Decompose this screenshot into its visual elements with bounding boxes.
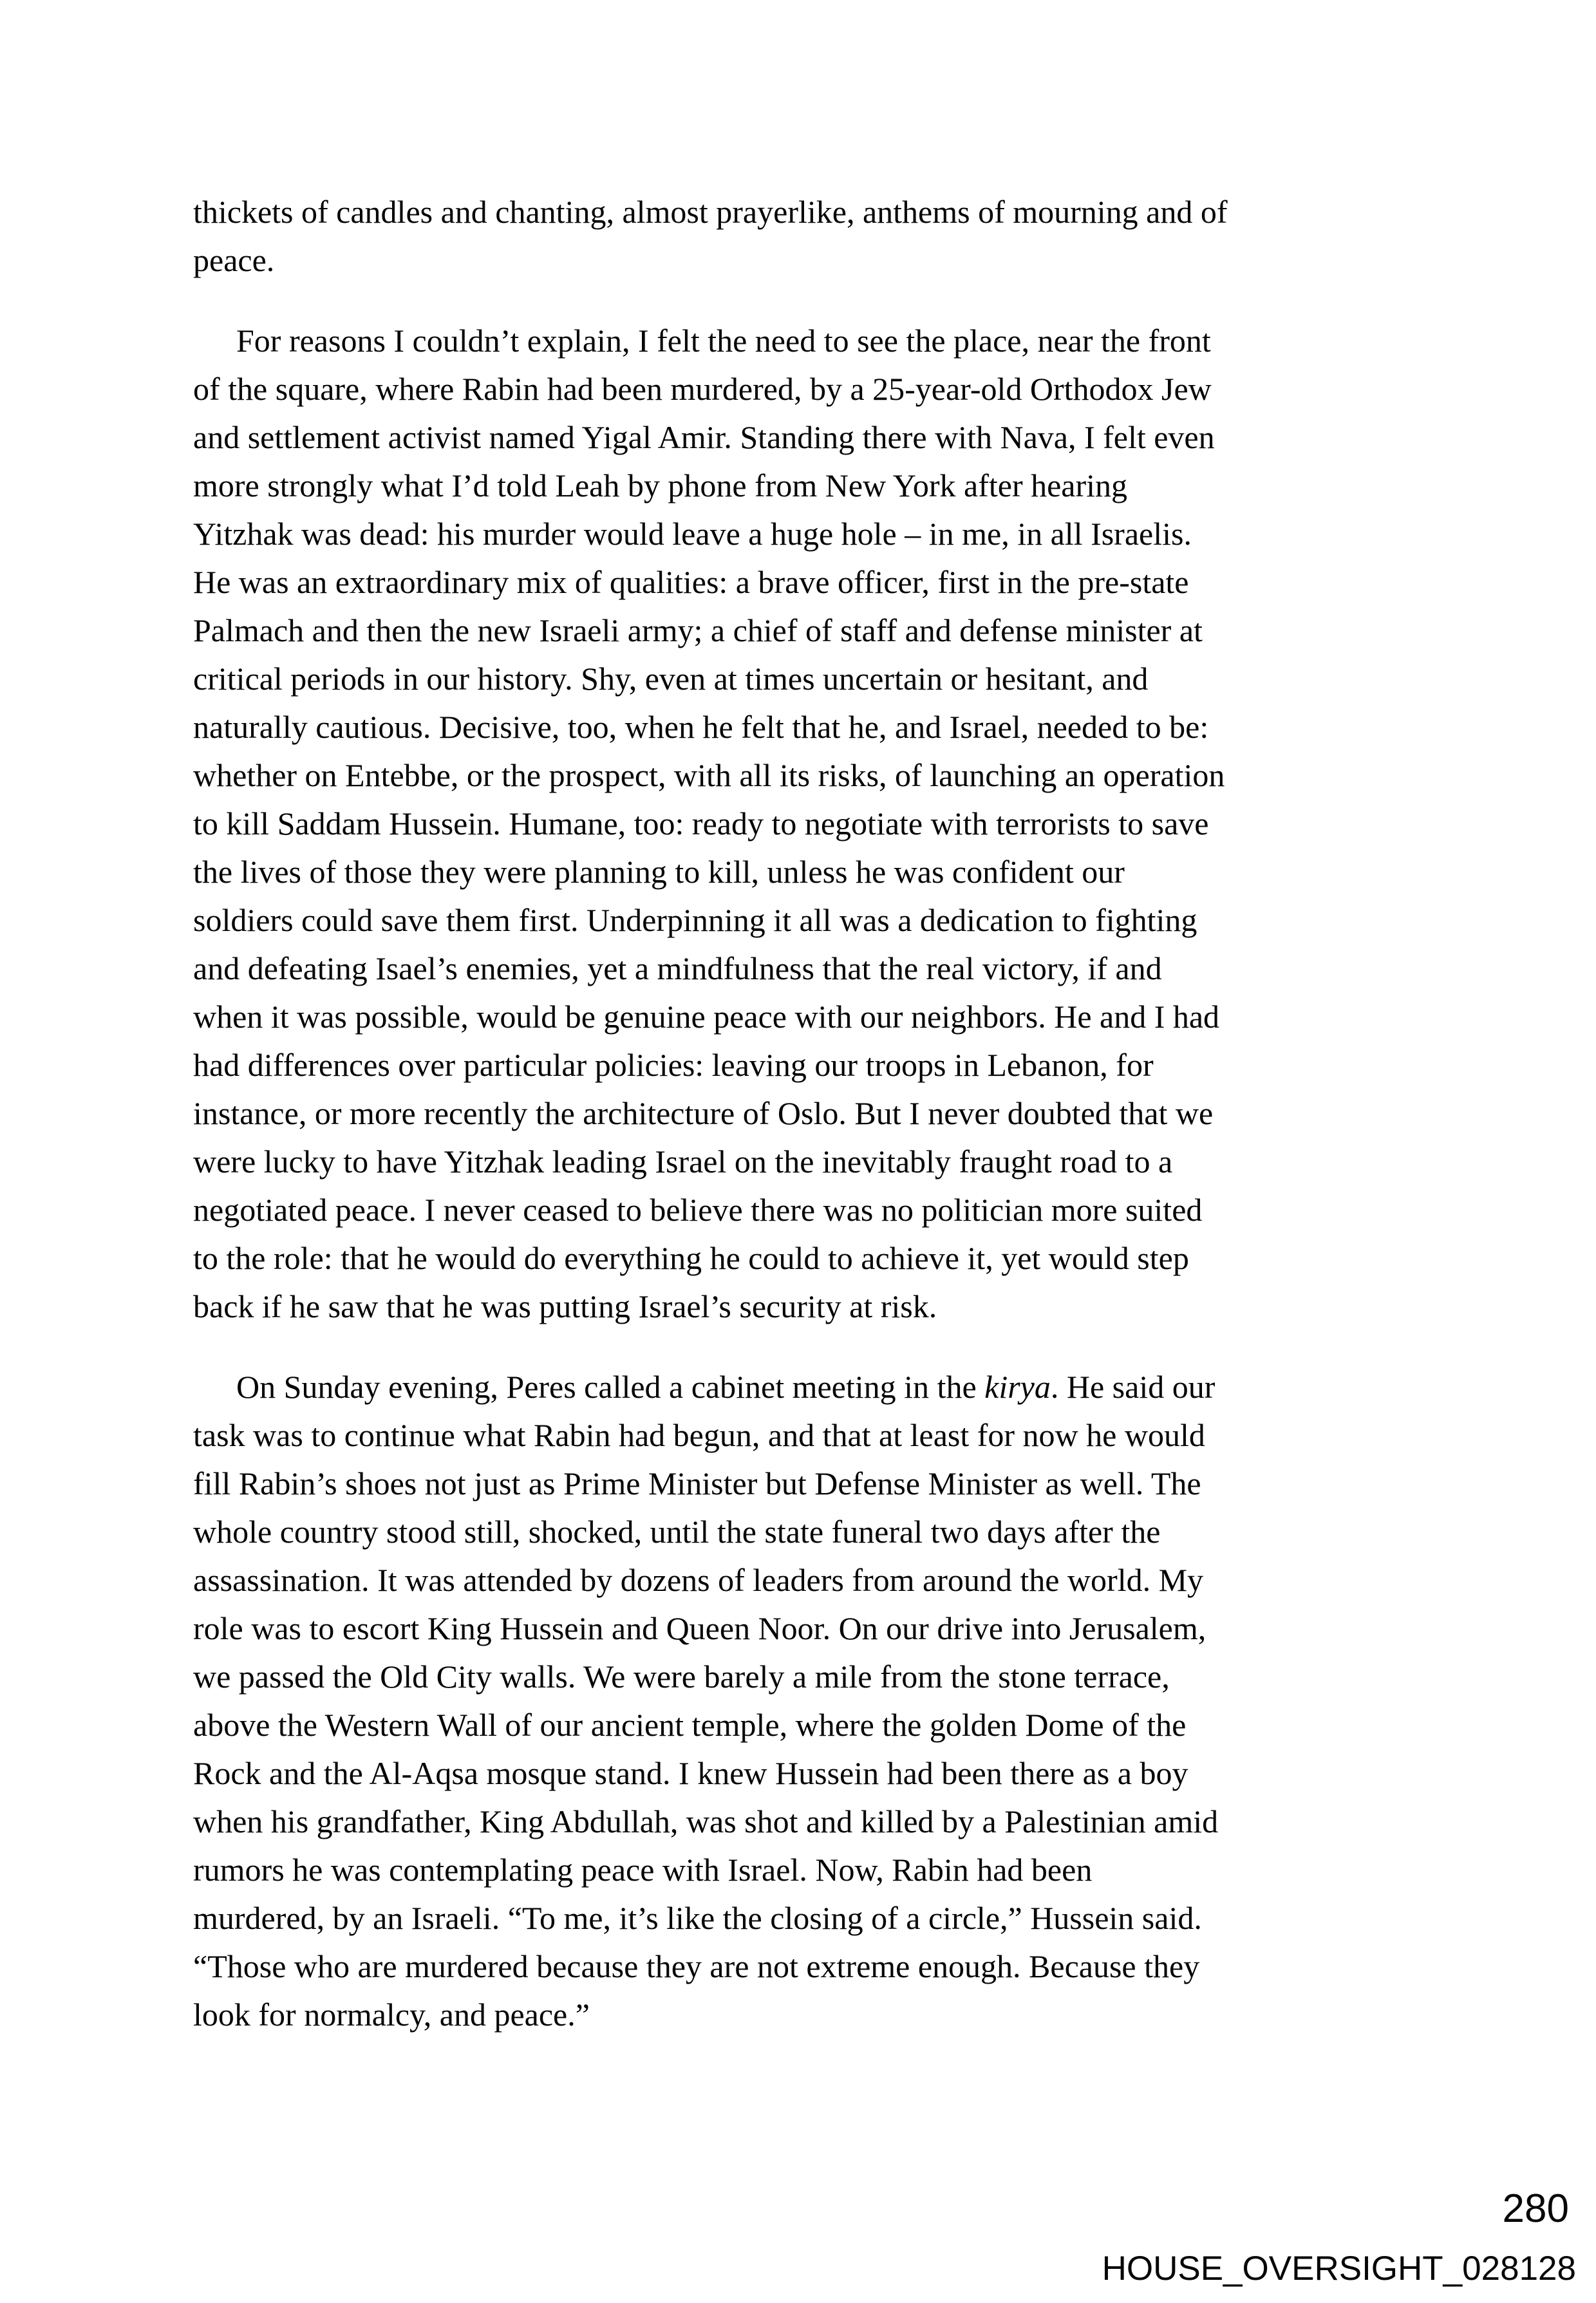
text-run: assassination. It was attended by dozens of leaders from around the world. My [193, 1562, 1204, 1598]
text-run: were lucky to have Yitzhak leading Israel on the inevitably fraught road to a [193, 1143, 1173, 1180]
paragraph [193, 1363, 1455, 2039]
text-line [193, 751, 1455, 800]
text-line [193, 1089, 1455, 1138]
text-line [193, 1701, 1455, 1749]
text-run: negotiated peace. I never ceased to believe there was no politician more suited [193, 1192, 1203, 1228]
text-line [193, 236, 1455, 285]
text-line [193, 1363, 1455, 1411]
text-run: . He said our [1050, 1369, 1216, 1405]
text-run: murdered, by an Israeli. “To me, it’s like the closing of a circle,” Hussein said. [193, 1900, 1202, 1936]
text-run: and settlement activist named Yigal Amir. Standing there with Nava, I felt even [193, 419, 1215, 455]
text-run: thickets of candles and chanting, almost prayerlike, anthems of mourning and of [193, 194, 1228, 230]
paragraph [193, 317, 1455, 1331]
bates-stamp: HOUSE_OVERSIGHT_028128 [1102, 2250, 1576, 2288]
text-run: instance, or more recently the architecture of Oslo. But I never doubted that we [193, 1095, 1214, 1131]
text-line [193, 1942, 1455, 1991]
text-run: to kill Saddam Hussein. Humane, too: ready to negotiate with terrorists to save [193, 805, 1209, 841]
text-line [193, 1508, 1455, 1556]
text-line [193, 1283, 1455, 1331]
page-number: 280 [1502, 2186, 1569, 2231]
text-line [193, 1138, 1455, 1186]
text-line [193, 1846, 1455, 1894]
text-line [193, 1234, 1455, 1283]
text-line [193, 1749, 1455, 1798]
text-line [193, 1041, 1455, 1089]
italic-run: kirya [984, 1369, 1051, 1405]
text-run: “Those who are murdered because they are not extreme enough. Because they [193, 1948, 1200, 1984]
text-line [193, 655, 1455, 703]
text-run: when his grandfather, King Abdullah, was shot and killed by a Palestinian amid [193, 1803, 1219, 1839]
text-run: On Sunday evening, Peres called a cabinet meeting in the [236, 1369, 985, 1405]
text-line [193, 510, 1455, 558]
text-run: had differences over particular policies: leaving our troops in Lebanon, for [193, 1047, 1154, 1083]
text-line [193, 413, 1455, 462]
text-run: we passed the Old City walls. We were barely a mile from the stone terrace, [193, 1659, 1170, 1695]
text-line [193, 848, 1455, 896]
text-run: Rock and the Al-Aqsa mosque stand. I knew Hussein had been there as a boy [193, 1755, 1188, 1791]
text-run: back if he saw that he was putting Israel’s security at risk. [193, 1288, 937, 1324]
text-line [193, 606, 1455, 655]
paragraph [193, 188, 1455, 285]
text-run: to the role: that he would do everything he could to achieve it, yet would step [193, 1240, 1189, 1276]
text-run: of the square, where Rabin had been murdered, by a 25-year-old Orthodox Jew [193, 371, 1212, 407]
text-line [193, 703, 1455, 751]
text-run: whether on Entebbe, or the prospect, with all its risks, of launching an operation [193, 757, 1225, 793]
text-line [193, 1991, 1455, 2039]
text-line [193, 1894, 1455, 1942]
text-line [193, 1460, 1455, 1508]
text-run: more strongly what I’d told Leah by phone from New York after hearing [193, 467, 1128, 503]
text-line [193, 462, 1455, 510]
text-run: rumors he was contemplating peace with Israel. Now, Rabin had been [193, 1852, 1093, 1888]
text-run: peace. [193, 242, 275, 278]
text-line [193, 993, 1455, 1041]
text-line [193, 558, 1455, 606]
text-line [193, 365, 1455, 413]
text-run: role was to escort King Hussein and Queen Noor. On our drive into Jerusalem, [193, 1610, 1206, 1646]
text-run: Yitzhak was dead: his murder would leave a huge hole – in me, in all Israelis. [193, 516, 1192, 552]
text-run: task was to continue what Rabin had begun, and that at least for now he would [193, 1417, 1205, 1453]
text-line [193, 1411, 1455, 1460]
text-run: whole country stood still, shocked, until the state funeral two days after the [193, 1514, 1161, 1550]
text-line [193, 1798, 1455, 1846]
text-run: Palmach and then the new Israeli army; a chief of staff and defense minister at [193, 612, 1203, 648]
text-run: He was an extraordinary mix of qualities: a brave officer, first in the pre-state [193, 564, 1189, 600]
text-line [193, 188, 1455, 236]
text-line [193, 317, 1455, 365]
text-run: naturally cautious. Decisive, too, when he felt that he, and Israel, needed to be: [193, 709, 1209, 745]
text-line [193, 896, 1455, 945]
text-block [193, 188, 1455, 2039]
text-line [193, 1556, 1455, 1604]
text-run: soldiers could save them first. Underpinning it all was a dedication to fighting [193, 902, 1197, 938]
text-run: and defeating Isael’s enemies, yet a mindfulness that the real victory, if and [193, 950, 1162, 986]
text-run: For reasons I couldn’t explain, I felt the need to see the place, near the front [236, 323, 1211, 359]
text-line [193, 945, 1455, 993]
text-run: look for normalcy, and peace.” [193, 1997, 590, 2033]
text-run: critical periods in our history. Shy, even at times uncertain or hesitant, and [193, 661, 1149, 697]
text-run: when it was possible, would be genuine peace with our neighbors. He and I had [193, 999, 1220, 1035]
text-line [193, 800, 1455, 848]
text-run: fill Rabin’s shoes not just as Prime Minister but Defense Minister as well. The [193, 1465, 1201, 1501]
text-line [193, 1186, 1455, 1234]
text-line [193, 1653, 1455, 1701]
text-line [193, 1604, 1455, 1653]
text-run: above the Western Wall of our ancient temple, where the golden Dome of the [193, 1707, 1187, 1743]
text-run: the lives of those they were planning to kill, unless he was confident our [193, 854, 1125, 890]
